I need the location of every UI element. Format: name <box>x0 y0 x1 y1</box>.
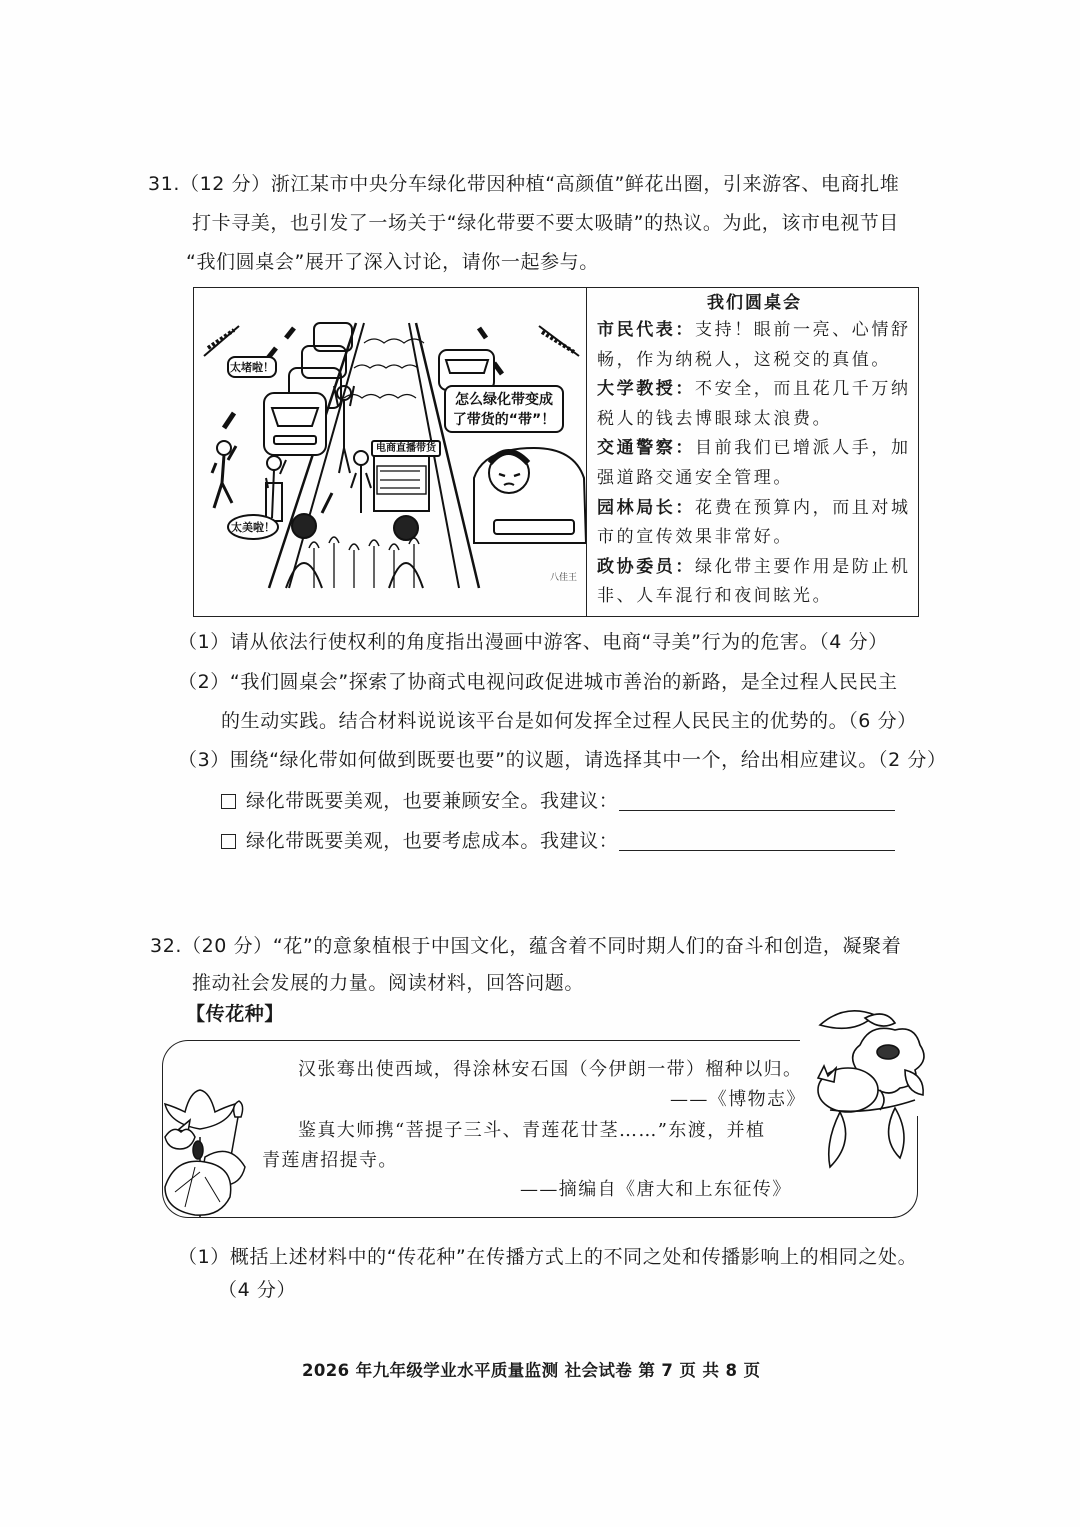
speech-bubble-driver <box>444 385 564 433</box>
roundtable-line: 交通警察：目前我们已增派人手，加 <box>597 438 911 459</box>
material-quote-1: 汉张骞出使西域，得涂林安石国（今伊朗一带）榴种以归。 <box>298 1059 803 1080</box>
q32-section-label: 【传花种】 <box>186 1003 285 1025</box>
q31-header-line-3: “我们圆桌会”展开了深入讨论，请你一起参与。 <box>186 251 599 273</box>
q32-subquestion-1-line-2: （4 分） <box>218 1279 297 1301</box>
roundtable-panel <box>587 288 918 616</box>
lotus-flower-icon <box>160 1082 250 1222</box>
q31-header-line-1: 31.（12 分）浙江某市中央分车绿化带因种植“高颜值”鲜花出圈，引来游客、电商扎堆 <box>148 173 900 195</box>
q31-subquestion-1: （1）请从依法行使权利的角度指出漫画中游客、电商“寻美”行为的危害。（4 分） <box>178 631 888 653</box>
answer-line-safety[interactable] <box>619 810 895 811</box>
q31-header-line-2: 打卡寻美，也引发了一场关于“绿化带要不要太吸睛”的热议。为此，该市电视节目 <box>192 212 899 234</box>
q32-header-line-2: 推动社会发展的力量。阅读材料，回答问题。 <box>192 972 585 994</box>
roundtable-line: 非、人车混行和夜间眩光。 <box>597 586 833 607</box>
driver-bubble-line-1: 怎么绿化带变成 <box>455 392 553 408</box>
option-safety[interactable]: 绿化带既要美观，也要兼顾安全。我建议： <box>221 789 618 813</box>
roundtable-line: 市民代表：支持！眼前一亮、心情舒 <box>597 320 911 340</box>
material-quote-2-line-2: 青莲唐招提寺。 <box>262 1150 398 1171</box>
checkbox-safety[interactable] <box>221 794 236 809</box>
q31-subquestion-2-line-2: 的生动实践。结合材料说说该平台是如何发挥全过程人民民主的优势的。（6 分） <box>221 710 917 732</box>
cartoon-signature: 八佳王 <box>550 573 578 583</box>
roundtable-title: 我们圆桌会 <box>707 293 802 313</box>
speech-bubble-beautiful: 太美啦！ <box>227 514 279 540</box>
material-source-2: ——摘编自《唐大和上东征传》 <box>520 1179 792 1200</box>
roundtable-line: 市的宣传效果非常好。 <box>597 527 793 548</box>
q31-subquestion-2-line-1: （2）“我们圆桌会”探索了协商式电视问政促进城市善治的新路，是全过程人民民主 <box>178 671 898 693</box>
speech-bubble-jam: 太堵啦！ <box>227 356 277 378</box>
roundtable-line: 税人的钱去博眼球太浪费。 <box>597 408 833 429</box>
driver-bubble-line-2: 了带货的“带”！ <box>452 412 556 428</box>
q31-subquestion-3: （3）围绕“绿化带如何做到既要也要”的议题，请选择其中一个，给出相应建议。（2 分） <box>178 749 947 771</box>
material-source-1: ——《博物志》 <box>670 1089 806 1110</box>
pomegranate-flower-icon <box>800 1000 930 1175</box>
checkbox-cost[interactable] <box>221 834 236 849</box>
q32-header-line-1: 32.（20 分）“花”的意象植根于中国文化，蕴含着不同时期人们的奋斗和创造，凝聚着 <box>150 935 902 957</box>
livestream-sign: 电商直播带货 <box>371 440 441 457</box>
roundtable-line: 政协委员：绿化带主要作用是防止机 <box>597 556 911 577</box>
option-cost[interactable]: 绿化带既要美观，也要考虑成本。我建议： <box>221 829 618 853</box>
q32-subquestion-1-line-1: （1）概括上述材料中的“传花种”在传播方式上的不同之处和传播影响上的相同之处。 <box>178 1246 918 1268</box>
page-footer: 2026 年九年级学业水平质量监测 社会试卷 第 7 页 共 8 页 <box>302 1361 761 1380</box>
roundtable-line: 强道路交通安全管理。 <box>597 467 793 488</box>
cartoon-illustration <box>194 288 586 616</box>
roundtable-line: 畅，作为纳税人，这税交的真值。 <box>597 349 891 370</box>
answer-line-cost[interactable] <box>619 850 895 851</box>
q31-material-box <box>193 287 919 617</box>
roundtable-line: 大学教授：不安全，而且花几千万纳 <box>597 379 911 400</box>
roundtable-line: 园林局长：花费在预算内，而且对城 <box>597 497 911 518</box>
material-quote-2-line-1: 鉴真大师携“菩提子三斗、青莲花廿茎……”东渡，并植 <box>298 1120 766 1141</box>
